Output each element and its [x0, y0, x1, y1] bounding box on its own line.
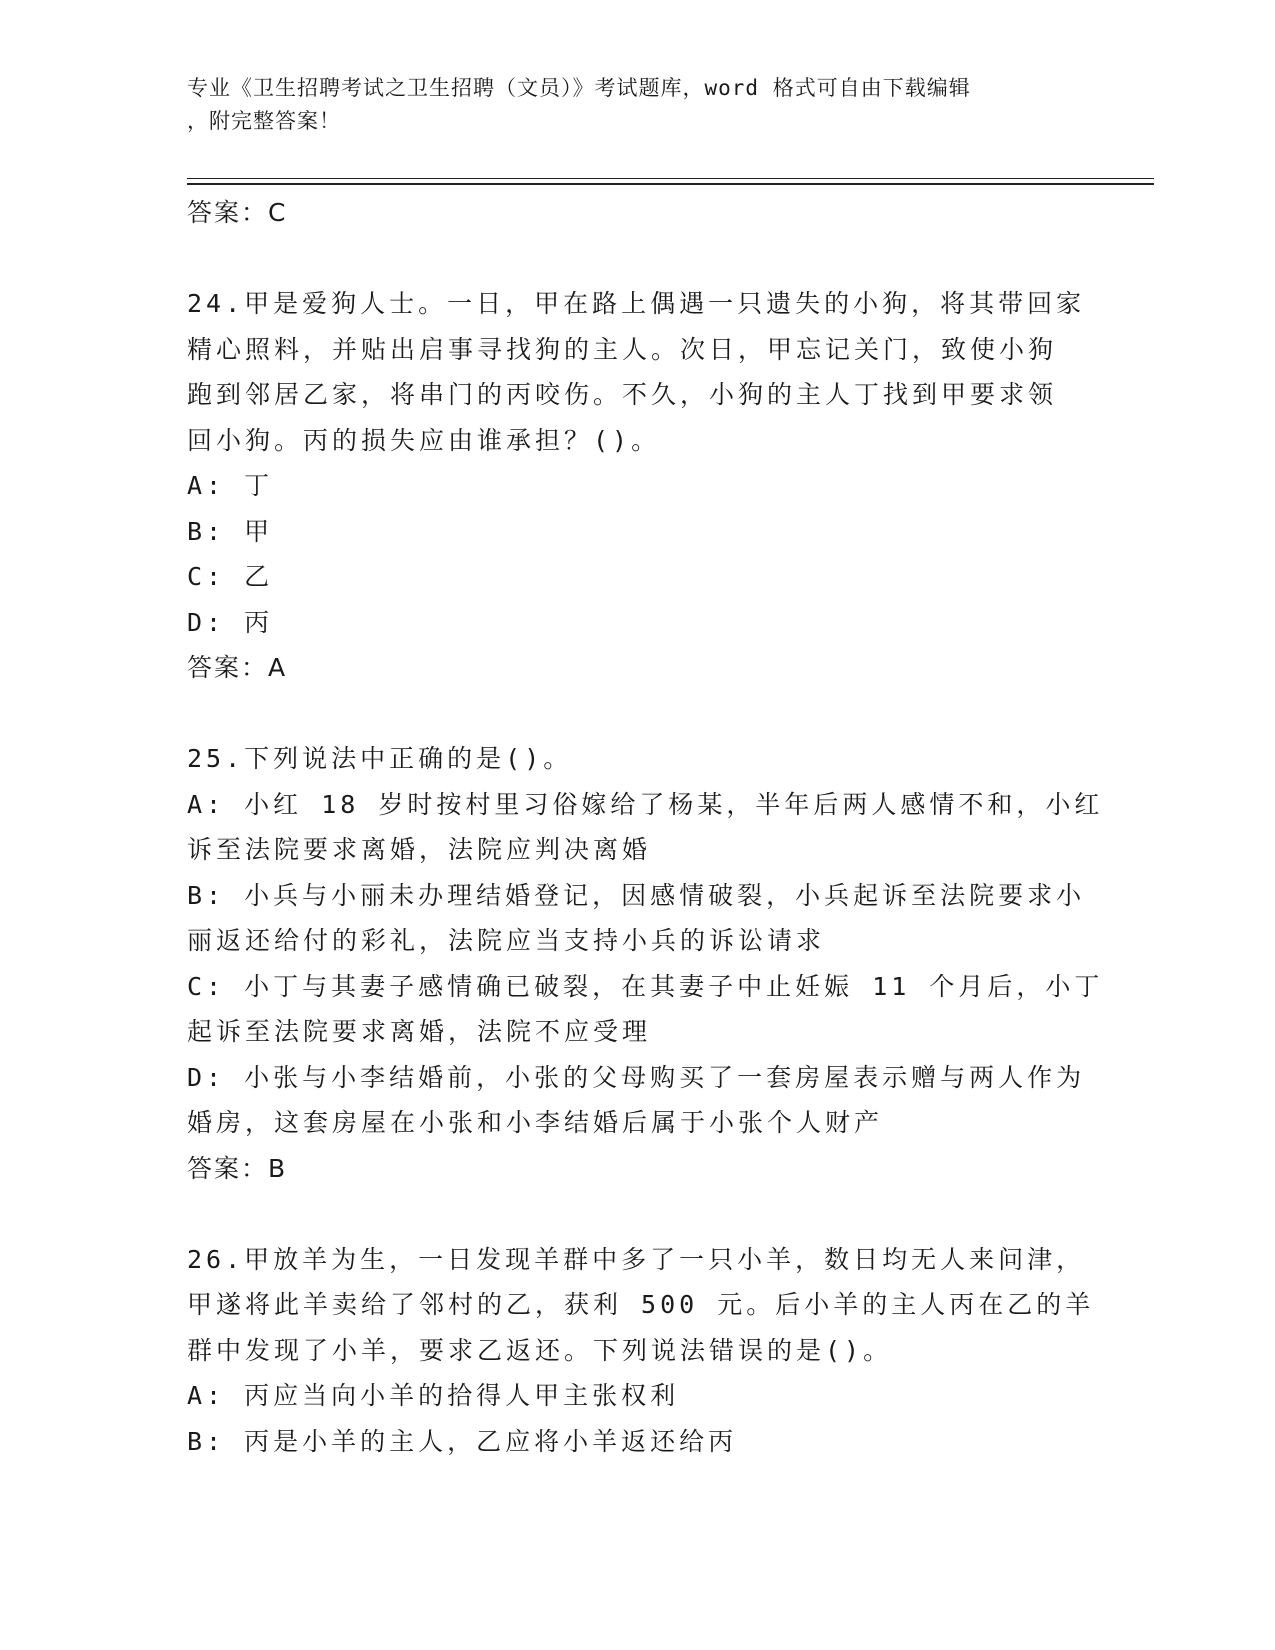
question-24-option-b: B: 甲: [187, 516, 274, 546]
header-divider-thin: [187, 178, 1154, 179]
question-24: [187, 281, 1087, 691]
spacer: [187, 1191, 1087, 1237]
question-26-option-b: B: 丙是小羊的主人，乙应将小羊返还给丙: [187, 1426, 738, 1456]
question-24-option-c: C: 乙: [187, 562, 274, 591]
header-line-1: 专业《卫生招聘考试之卫生招聘（文员）》考试题库，word 格式可自由下载编辑: [187, 76, 971, 100]
answer-23: 答案：C: [187, 198, 288, 227]
header-line-2: ，附完整答案！: [187, 109, 341, 133]
question-25-option-d-cont: 婚房，这套房屋在小张和小李结婚后属于小张个人财产: [187, 1108, 884, 1137]
question-24-stem-line: 24.甲是爱狗人士。一日，甲在路上偶遇一只遗失的小狗，将其带回家: [187, 289, 1086, 318]
question-26-stem-line: 群中发现了小羊，要求乙返还。下列说法错误的是()。: [187, 1335, 893, 1365]
question-25-option-c-cont: 起诉至法院要求离婚，法院不应受理: [187, 1017, 652, 1046]
question-24-answer: 答案：A: [187, 653, 288, 682]
question-24-stem-line: 跑到邻居乙家，将串门的丙咬伤。不久，小狗的主人丁找到甲要求领: [187, 380, 1058, 409]
question-content: [187, 190, 1104, 1464]
spacer: [187, 691, 1087, 737]
question-24-option-a: A: 丁: [187, 471, 274, 500]
question-25-option-a-cont: 诉至法院要求离婚，法院应判决离婚: [187, 835, 652, 864]
question-26-stem-line: 甲遂将此羊卖给了邻村的乙，获利 500 元。后小羊的主人丙在乙的羊: [187, 1290, 1095, 1319]
question-25-option-d: D: 小张与小李结婚前，小张的父母购买了一套房屋表示赠与两人作为: [187, 1062, 1086, 1092]
question-26-option-a: A: 丙应当向小羊的拾得人甲主张权利: [187, 1381, 680, 1410]
spacer: [187, 236, 1087, 282]
question-25-answer: 答案：B: [187, 1153, 288, 1183]
question-25-option-c: C: 小丁与其妻子感情确已破裂，在其妻子中止妊娠 11 个月后，小丁: [187, 971, 1104, 1001]
question-24-stem-line: 精心照料，并贴出启事寻找狗的主人。次日，甲忘记关门，致使小狗: [187, 334, 1058, 364]
question-26: [187, 1237, 1095, 1465]
document-header: [187, 72, 1067, 138]
question-24-stem-line: 回小狗。丙的损失应由谁承担？()。: [187, 425, 661, 455]
question-25: [187, 736, 1104, 1191]
question-25-option-a: A: 小红 18 岁时按村里习俗嫁给了杨某，半年后两人感情不和，小红: [187, 789, 1104, 819]
question-24-option-d: D: 丙: [187, 607, 274, 637]
question-25-stem: 25.下列说法中正确的是()。: [187, 744, 573, 773]
question-26-stem-line: 26.甲放羊为生，一日发现羊群中多了一只小羊，数日均无人来问津，: [187, 1244, 1086, 1274]
header-divider-thick: [187, 183, 1154, 185]
question-25-option-b-cont: 丽返还给付的彩礼，法院应当支持小兵的诉讼请求: [187, 926, 826, 955]
question-25-option-b: B: 小兵与小丽未办理结婚登记，因感情破裂，小兵起诉至法院要求小: [187, 880, 1086, 910]
